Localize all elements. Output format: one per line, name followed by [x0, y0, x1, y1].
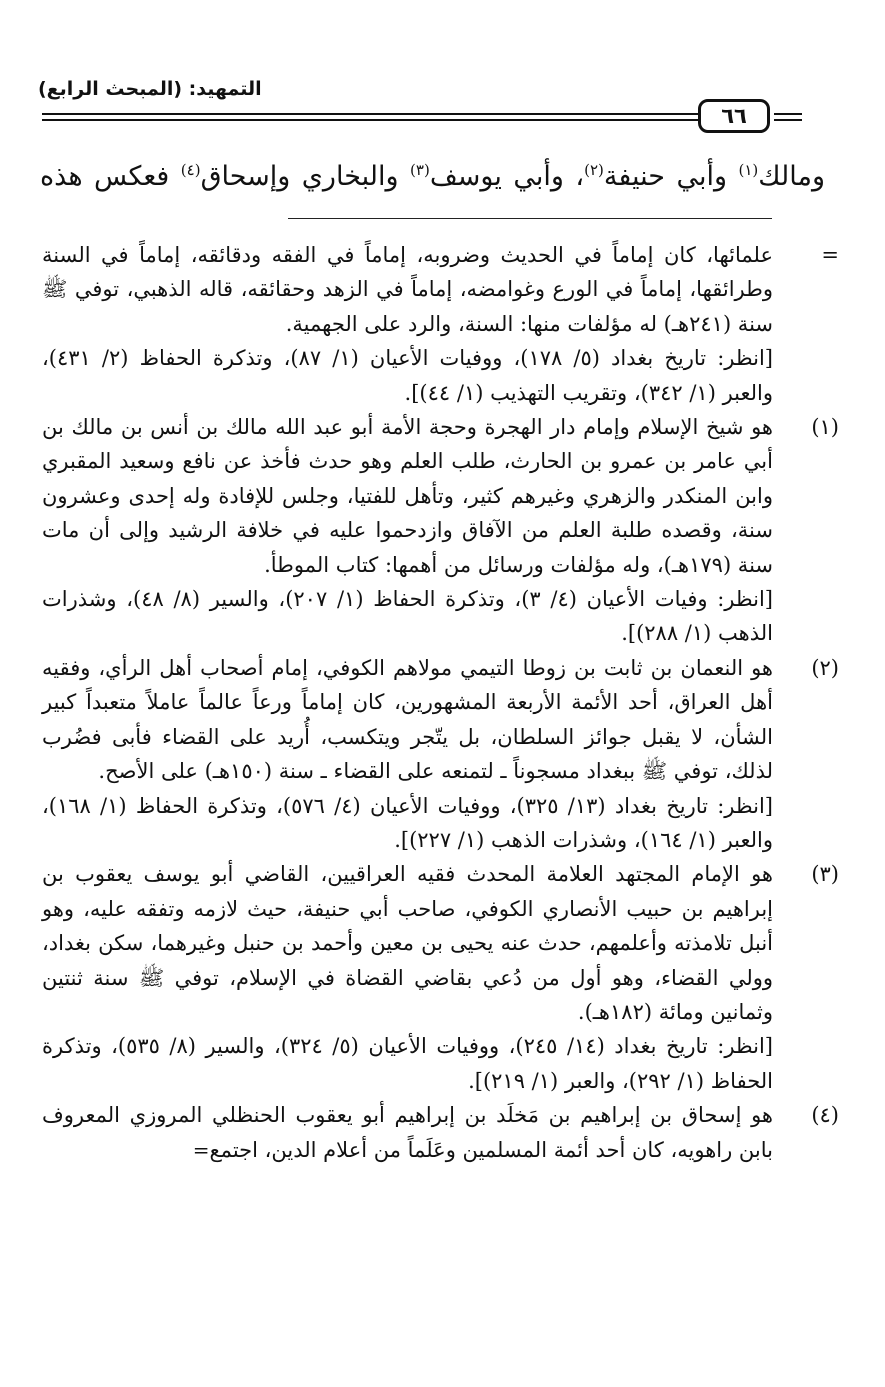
main-text-fragment: وأبي حنيفة [603, 161, 728, 192]
footnote-ref-2: (٢) [584, 161, 604, 179]
footnote-references: [انظر: وفيات الأعيان (٤/ ٣)، وتذكرة الحفاظ (١/ ٢٠٧)، والسير (٨/ ٤٨)، وشذرات الذهب (١/ ٢٨٨)]. [42, 587, 773, 646]
main-text-fragment: فعكس هذه [40, 161, 170, 192]
main-text-fragment: ومالك [758, 161, 825, 192]
footnote-2 [42, 651, 839, 857]
footnote-1 [42, 410, 839, 651]
footnote-text [42, 1098, 773, 1167]
header-rule-bottom [42, 119, 698, 121]
footnote-references: [انظر: تاريخ بغداد (١٣/ ٣٢٥)، ووفيات الأعيان (٤/ ٥٧٦)، وتذكرة الحفاظ (١/ ١٦٨)، والعبر (١/ ١٦٤)، وشذرات الذهب (١/ ٢٢٧)]. [42, 793, 773, 852]
footnote-text: هو الإمام المجتهد العلامة المحدث فقيه العراقيين، القاضي أبو يوسف يعقوب بن إبراهيم بن حبيب الأنصاري الكوفي، صاحب أبي حنيفة، حيث لازمه وتفقه عليه، وهو أنبل تلامذته وأعلمهم، حدث عنه يحيى بن معين وأحمد بن حنبل وغيرهما، سكن بغداد، وولي القضاء، وهو أول من دُعي بقاضي القضاة في الإسلام، توفي ﷺ سنة ثنتين وثمانين ومائة (١٨٢هـ). [42, 862, 773, 1024]
footnote-ref-1: (١) [738, 161, 759, 179]
header-rule-top [42, 113, 698, 115]
main-text-line [40, 148, 825, 199]
footnote-continued [42, 238, 839, 410]
running-header-title: التمهيد: (المبحث الرابع) [38, 78, 262, 100]
footnote-number: (٢) [811, 655, 839, 680]
header-rule-right-top [774, 113, 802, 115]
main-text-fragment: ، وأبي يوسف [429, 161, 585, 192]
footnote-number: (٤) [811, 1103, 839, 1128]
footnote-number: (٣) [811, 862, 839, 887]
footnote-4 [42, 1098, 839, 1167]
footnote-text-body: هو إسحاق بن إبراهيم بن مَخلَد بن إبراهيم أبو يعقوب الحنظلي المروزي المعروف بابن راهويه، كان أحد أئمة المسلمين وعَلَماً من أعلام الدين، اجتمع [42, 1103, 773, 1162]
footnote-separator [288, 218, 772, 219]
footnote-text: علمائها، كان إماماً في الحديث وضروبه، إماماً في الفقه ودقائقه، إماماً في السنة وطرائقها، إماماً في الورع وغوامضه، إماماً في الزهد وحقائقه، قاله الذهبي، توفي ﷺ سنة (٢٤١هـ) له مؤلفات منها: السنة، والرد على الجهمية. [42, 243, 773, 336]
footnote-text: هو النعمان بن ثابت بن زوطا التيمي مولاهم الكوفي، إمام أصحاب أهل الرأي، وفقيه أهل العراق، أحد الأئمة الأربعة المشهورين، كان إماماً ورعاً عالماً عاملاً متعبداً كبير الشأن، لا يقبل جوائز السلطان، بل يتّجر ويتكسب، أُريد على القضاء فأبى فضُرب لذلك، توفي ﷺ ببغداد مسجوناً ـ لتمنعه على القضاء ـ سنة (١٥٠هـ) على الأصح. [42, 655, 773, 784]
header-rule-right-bottom [774, 119, 802, 121]
footnote-number: (١) [811, 415, 839, 440]
page-number: ٦٦ [698, 99, 770, 133]
footnote-text: هو شيخ الإسلام وإمام دار الهجرة وحجة الأمة أبو عبد الله مالك بن أنس بن مالك بن أبي عامر بن عمرو بن الحارث، طلب العلم وهو حدث فأخذ عن نافع وسعيد المقبري وابن المنكدر والزهري وغيرهم كثير، وتأهل للفتيا، وجلس للإفادة وله إحدى وعشرون سنة، وقصده طلبة العلم من الآفاق وازدحموا عليه في خلافة الرشيد وإلى أن مات سنة (١٧٩هـ)، وله مؤلفات ورسائل من أهمها: كتاب الموطأ. [42, 415, 773, 577]
footnote-ref-4: (٤) [180, 161, 201, 179]
footnote-references: [انظر: تاريخ بغداد (١٤/ ٢٤٥)، ووفيات الأعيان (٥/ ٣٢٤)، والسير (٨/ ٥٣٥)، وتذكرة الحفاظ (١/ ٢٩٢)، والعبر (١/ ٢١٩)]. [42, 1034, 774, 1093]
main-text-fragment: والبخاري وإسحاق [200, 161, 399, 192]
continuation-mark: = [192, 1137, 210, 1162]
footnote-ref-3: (٣) [410, 161, 430, 179]
continuation-mark: = [821, 243, 839, 267]
footnote-3 [42, 857, 839, 1098]
footnote-references: [انظر: تاريخ بغداد (٥/ ١٧٨)، ووفيات الأعيان (١/ ٨٧)، وتذكرة الحفاظ (٢/ ٤٣١)، والعبر (١/ ٣٤٢)، وتقريب التهذيب (١/ ٤٤)]. [42, 346, 773, 405]
footnotes-block [42, 238, 839, 1167]
